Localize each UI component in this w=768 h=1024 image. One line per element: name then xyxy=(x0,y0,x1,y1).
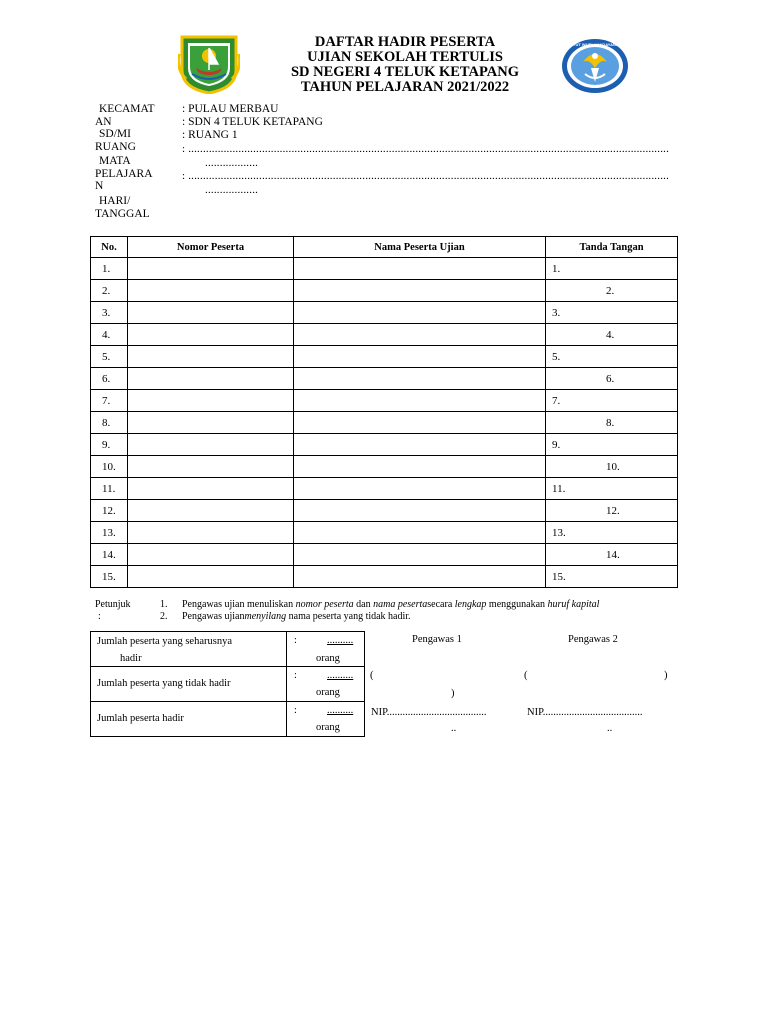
tanda-tangan-cell[interactable] xyxy=(546,544,678,566)
tanda-tangan-cell[interactable] xyxy=(546,478,678,500)
title-line-4: TAHUN PELAJARAN 2021/2022 xyxy=(300,79,510,95)
row-number: 2. xyxy=(91,280,128,302)
summary-label-expected-cont: hadir xyxy=(120,653,142,664)
info-label-kecamatan: KECAMAT AN xyxy=(95,103,155,128)
table-row xyxy=(91,302,678,324)
signature-number: 10. xyxy=(606,461,620,473)
signature-number: 1. xyxy=(552,263,561,275)
nomor-peserta-cell[interactable] xyxy=(128,566,294,588)
nomor-peserta-cell[interactable] xyxy=(128,324,294,346)
nomor-peserta-cell[interactable] xyxy=(128,280,294,302)
signature-number: 4. xyxy=(606,329,615,341)
tut-wuri-handayani-logo xyxy=(561,38,629,94)
nama-peserta-cell[interactable] xyxy=(294,324,546,346)
signature-number: 14. xyxy=(606,549,620,561)
row-number: 3. xyxy=(91,302,128,324)
table-row xyxy=(91,258,678,280)
info-value-hari-tanggal-cont: .................. xyxy=(205,184,259,196)
nama-peserta-cell[interactable] xyxy=(294,346,546,368)
petunjuk-item-2-num: 2. xyxy=(160,611,168,622)
row-number: 1. xyxy=(91,258,128,280)
pengawas-2-open-paren: ( xyxy=(524,670,528,681)
pengawas-2-label: Pengawas 2 xyxy=(568,634,618,645)
summary-row: Jumlah peserta yang seharusnya hadir : .......... orang xyxy=(91,632,365,667)
row-number: 7. xyxy=(91,390,128,412)
signature-number: 3. xyxy=(552,307,561,319)
row-number: 9. xyxy=(91,434,128,456)
signature-number: 12. xyxy=(606,505,620,517)
table-row xyxy=(91,412,678,434)
nomor-peserta-cell[interactable] xyxy=(128,434,294,456)
pengawas-2-nip-tail: .. xyxy=(607,723,613,734)
tanda-tangan-cell[interactable] xyxy=(546,456,678,478)
table-row xyxy=(91,280,678,302)
nomor-peserta-cell[interactable] xyxy=(128,412,294,434)
signature-number: 5. xyxy=(552,351,561,363)
table-row xyxy=(91,478,678,500)
summary-value-absent: .......... xyxy=(327,670,354,681)
row-number: 4. xyxy=(91,324,128,346)
nama-peserta-cell[interactable] xyxy=(294,368,546,390)
nomor-peserta-cell[interactable] xyxy=(128,544,294,566)
signature-number: 13. xyxy=(552,527,566,539)
nama-peserta-cell[interactable] xyxy=(294,302,546,324)
row-number: 5. xyxy=(91,346,128,368)
row-number: 14. xyxy=(91,544,128,566)
document-title xyxy=(240,35,570,95)
summary-table xyxy=(90,631,365,737)
nama-peserta-cell[interactable] xyxy=(294,412,546,434)
nama-peserta-cell[interactable] xyxy=(294,280,546,302)
tanda-tangan-cell[interactable] xyxy=(546,522,678,544)
header-tanda-tangan: Tanda Tangan xyxy=(546,237,678,258)
info-value-kecamatan: : PULAU MERBAU xyxy=(182,103,279,115)
pengawas-2-nip: NIP...................................... xyxy=(527,707,643,718)
tanda-tangan-cell[interactable] xyxy=(546,500,678,522)
table-row xyxy=(91,368,678,390)
summary-label-expected: Jumlah peserta yang seharusnya xyxy=(97,636,232,647)
nama-peserta-cell[interactable] xyxy=(294,544,546,566)
summary-value-present: .......... xyxy=(327,705,354,716)
table-row xyxy=(91,456,678,478)
signature-number: 6. xyxy=(606,373,615,385)
tanda-tangan-cell[interactable] xyxy=(546,566,678,588)
nama-peserta-cell[interactable] xyxy=(294,500,546,522)
pengawas-1-nip-tail: .. xyxy=(451,723,457,734)
table-row xyxy=(91,324,678,346)
info-value-ruang: : RUANG 1 xyxy=(182,129,238,141)
row-number: 13. xyxy=(91,522,128,544)
signature-number: 7. xyxy=(552,395,561,407)
tanda-tangan-cell[interactable] xyxy=(546,302,678,324)
info-value-hari-tanggal: : ................................................................................................................................................................... xyxy=(182,170,670,182)
attendance-table xyxy=(90,236,678,588)
table-row xyxy=(91,390,678,412)
info-label-hari-tanggal: HARI/ TANGGAL xyxy=(95,195,150,220)
nomor-peserta-cell[interactable] xyxy=(128,346,294,368)
row-number: 11. xyxy=(91,478,128,500)
table-row xyxy=(91,544,678,566)
title-line-1: DAFTAR HADIR PESERTA xyxy=(314,34,496,50)
nomor-peserta-cell[interactable] xyxy=(128,258,294,280)
row-number: 10. xyxy=(91,456,128,478)
pengawas-1-label: Pengawas 1 xyxy=(412,634,462,645)
tanda-tangan-cell[interactable] xyxy=(546,258,678,280)
info-value-mata-pelajaran: : ................................................................................................................................................................... xyxy=(182,143,670,155)
row-number: 6. xyxy=(91,368,128,390)
table-row xyxy=(91,566,678,588)
pengawas-1-close-paren: ) xyxy=(451,688,455,699)
logo-motto-text: TUT WURI HANDAYANI xyxy=(573,42,617,47)
nomor-peserta-cell[interactable] xyxy=(128,500,294,522)
row-number: 12. xyxy=(91,500,128,522)
table-header-row xyxy=(91,237,678,258)
info-value-sdmi: : SDN 4 TELUK KETAPANG xyxy=(182,116,323,128)
info-label-ruang: RUANG xyxy=(95,141,136,153)
tanda-tangan-cell[interactable] xyxy=(546,280,678,302)
info-label-mata-pelajaran: MATA PELAJARA N xyxy=(95,155,153,192)
regional-emblem-logo xyxy=(178,34,240,94)
summary-row: Jumlah peserta yang tidak hadir : .......... orang xyxy=(91,667,365,702)
tanda-tangan-cell[interactable] xyxy=(546,324,678,346)
info-value-mata-pelajaran-cont: .................. xyxy=(205,157,259,169)
tanda-tangan-cell[interactable] xyxy=(546,412,678,434)
nomor-peserta-cell[interactable] xyxy=(128,302,294,324)
petunjuk-item-2: Pengawas ujianmenyilang nama peserta yang tidak hadir. xyxy=(182,611,411,622)
pengawas-1-nip: NIP...................................... xyxy=(371,707,487,718)
signature-number: 9. xyxy=(552,439,561,451)
nama-peserta-cell[interactable] xyxy=(294,478,546,500)
nomor-peserta-cell[interactable] xyxy=(128,456,294,478)
nama-peserta-cell[interactable] xyxy=(294,434,546,456)
summary-label-present: Jumlah peserta hadir xyxy=(97,713,184,724)
row-number: 8. xyxy=(91,412,128,434)
nomor-peserta-cell[interactable] xyxy=(128,478,294,500)
nomor-peserta-cell[interactable] xyxy=(128,390,294,412)
tanda-tangan-cell[interactable] xyxy=(546,346,678,368)
row-number: 15. xyxy=(91,566,128,588)
table-row xyxy=(91,434,678,456)
summary-value-expected: .......... xyxy=(327,635,354,646)
petunjuk-colon: : xyxy=(98,611,101,622)
nomor-peserta-cell[interactable] xyxy=(128,368,294,390)
petunjuk-label: Petunjuk xyxy=(95,599,131,610)
tanda-tangan-cell[interactable] xyxy=(546,390,678,412)
petunjuk-item-1-num: 1. xyxy=(160,599,168,610)
pengawas-1-open-paren: ( xyxy=(370,670,374,681)
nama-peserta-cell[interactable] xyxy=(294,456,546,478)
summary-label-absent: Jumlah peserta yang tidak hadir xyxy=(97,678,231,689)
nama-peserta-cell[interactable] xyxy=(294,258,546,280)
summary-row: Jumlah peserta hadir : .......... orang xyxy=(91,702,365,737)
nama-peserta-cell[interactable] xyxy=(294,390,546,412)
signature-number: 11. xyxy=(552,483,566,495)
table-row xyxy=(91,522,678,544)
info-label-sdmi: SD/MI xyxy=(99,128,131,140)
nama-peserta-cell[interactable] xyxy=(294,566,546,588)
pengawas-2-close-paren: ) xyxy=(664,670,668,681)
title-line-3: SD NEGERI 4 TELUK KETAPANG xyxy=(290,64,519,80)
tanda-tangan-cell[interactable] xyxy=(546,434,678,456)
signature-number: 2. xyxy=(606,285,615,297)
signature-number: 8. xyxy=(606,417,615,429)
nama-peserta-cell[interactable] xyxy=(294,522,546,544)
header-no: No. xyxy=(91,237,128,258)
table-row xyxy=(91,346,678,368)
table-row xyxy=(91,500,678,522)
petunjuk-item-1: Pengawas ujian menuliskan nomor peserta dan nama pesertasecara lengkap menggunakan huruf kapital xyxy=(182,599,600,610)
header-nomor-peserta: Nomor Peserta xyxy=(128,237,294,258)
header-nama-peserta: Nama Peserta Ujian xyxy=(294,237,546,258)
title-line-2: UJIAN SEKOLAH TERTULIS xyxy=(307,49,503,65)
signature-number: 15. xyxy=(552,571,566,583)
tanda-tangan-cell[interactable] xyxy=(546,368,678,390)
nomor-peserta-cell[interactable] xyxy=(128,522,294,544)
